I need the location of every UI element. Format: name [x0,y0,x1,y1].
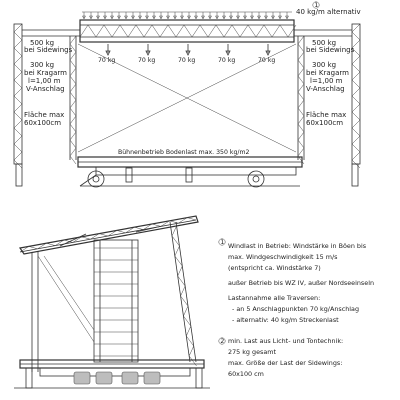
svg-text:300 kg: 300 kg [30,61,55,69]
front-view [14,2,361,187]
note-1-line-2: max. Windgeschwindigkeit 15 m/s [228,253,338,261]
svg-text:V-Anschlag: V-Anschlag [26,85,65,93]
note-1-line-6: - an 5 Anschlagpunkten 70 kg/Anschlag [232,305,360,313]
svg-text:60x100cm: 60x100cm [24,119,62,127]
svg-text:V-Anschlag: V-Anschlag [306,85,345,93]
note-1-line-1: Windlast in Betrieb: Windstärke in Böen bis [228,242,367,250]
roof-load-arrows [82,12,292,19]
roof-truss [80,20,296,42]
svg-text:500 kg: 500 kg [30,39,55,47]
note-2-line-2: 275 kg gesamt [228,348,276,356]
point-load-4: 70 kg [218,57,236,64]
svg-text:Fläche max: Fläche max [306,111,347,119]
note-1-marker: 1 [220,239,225,247]
point-load-arrows [106,44,270,55]
stage-deck [78,149,302,167]
roof-load-label: 40 kg/m alternativ [296,8,361,16]
side-wheel-3 [122,372,138,384]
svg-text:60x100cm: 60x100cm [306,119,344,127]
point-load-1: 70 kg [98,57,116,64]
note-2-marker: 2 [220,338,225,346]
side-left-post [32,251,38,372]
svg-text:300 kg: 300 kg [312,61,337,69]
notes-block [219,239,374,378]
side-wheel-1 [74,372,90,384]
side-view [14,216,210,388]
side-wheel-2 [96,372,112,384]
left-wing-text [24,39,73,127]
roof-marker: 1 [314,2,319,10]
side-center-tower [94,240,138,362]
note-2-line-4: 60x100 cm [228,370,264,378]
svg-text:Fläche max: Fläche max [24,111,65,119]
side-roof [20,216,198,254]
svg-text:l=1,00 m: l=1,00 m [310,77,343,85]
side-right-column [170,222,197,366]
side-brace [38,256,94,342]
side-wheel-4 [144,372,160,384]
svg-text:500 kg: 500 kg [312,39,337,47]
svg-text:bei Kragarm: bei Kragarm [24,69,67,77]
right-wing-text [306,39,355,127]
note-1-line-3: (entspricht ca. Windstärke 7) [228,264,321,272]
note-2-line-1: min. Last aus Licht- und Tontechnik: [228,337,344,345]
point-load-2: 70 kg [138,57,156,64]
point-load-5: 70 kg [258,57,276,64]
point-load-3: 70 kg [178,57,196,64]
note-1-line-5: Lastannahme alle Traversen: [228,294,321,302]
wheel-rear [248,171,264,187]
svg-text:bei Kragarm: bei Kragarm [306,69,349,77]
stage-load-label: Bühnenbetrieb Bodenlast max. 350 kg/m2 [118,149,250,156]
note-1-line-4: außer Betrieb bis WZ IV, außer Nordseeinseln [228,279,375,287]
side-wheels [74,372,160,384]
note-1-line-7: - alternativ: 40 kg/m Streckenlast [232,316,339,324]
svg-text:bei Sidewings: bei Sidewings [24,46,73,54]
svg-text:l=1,00 m: l=1,00 m [28,77,61,85]
svg-text:bei Sidewings: bei Sidewings [306,46,355,54]
outrigger-right [352,164,358,186]
note-2-line-3: max. Größe der Last der Sidewings: [228,359,343,367]
